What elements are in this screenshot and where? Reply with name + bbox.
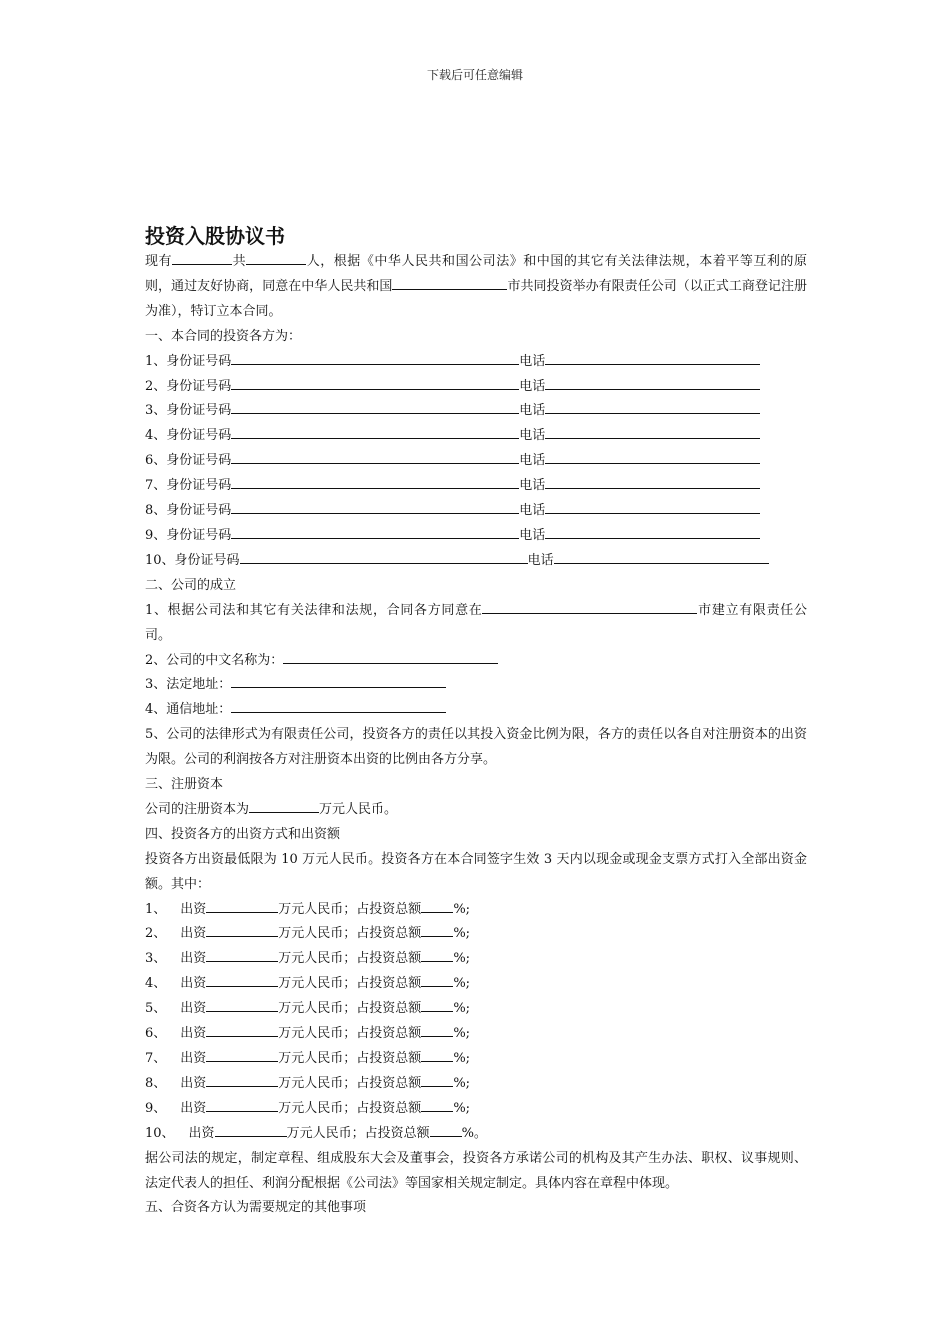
investor-row: 6、身份证号码 电话 [145, 449, 807, 474]
blank-count[interactable] [246, 250, 306, 265]
blank-phone[interactable] [545, 449, 760, 464]
contribution-row: 1、 出资 万元人民币；占投资总额 %; [145, 898, 807, 923]
blank-legal-address[interactable] [231, 673, 446, 688]
registered-capital: 公司的注册资本为 万元人民币。 [145, 798, 807, 823]
blank-id-number[interactable] [240, 549, 528, 564]
investor-row: 2、身份证号码 电话 [145, 375, 807, 400]
section2-item1: 1、根据公司法和其它有关法律和法规，合同各方同意在 市建立有限责任公司。 [145, 599, 807, 649]
contribution-row: 7、 出资 万元人民币；占投资总额 %; [145, 1047, 807, 1072]
blank-percent[interactable] [421, 1022, 453, 1037]
blank-amount[interactable] [206, 947, 278, 962]
blank-id-number[interactable] [231, 399, 519, 414]
blank-percent[interactable] [421, 972, 453, 987]
investor-row: 7、身份证号码 电话 [145, 474, 807, 499]
investor-row: 3、身份证号码 电话 [145, 399, 807, 424]
blank-amount[interactable] [215, 1122, 287, 1137]
blank-id-number[interactable] [231, 474, 519, 489]
intro-paragraph: 现有 共 人，根据《中华人民共和国公司法》和中国的其它有关法律法规，本着平等互利的原则，通过友好协商，同意在中华人民共和国 市共同投资举办有限责任公司（以正式工商登记注册为准），特订立本合同。 [145, 250, 807, 325]
section1-heading: 一、本合同的投资各方为： [145, 328, 302, 344]
section2-item4: 4、通信地址： [145, 698, 807, 723]
blank-id-number[interactable] [231, 375, 519, 390]
blank-percent[interactable] [421, 898, 453, 913]
section3-heading: 三、注册资本 [145, 777, 224, 793]
blank-percent[interactable] [430, 1122, 462, 1137]
blank-phone[interactable] [545, 350, 760, 365]
contribution-row: 3、 出资 万元人民币；占投资总额 %; [145, 947, 807, 972]
blank-percent[interactable] [421, 997, 453, 1012]
investor-row: 10、身份证号码 电话 [145, 549, 807, 574]
section2-item5: 5、公司的法律形式为有限责任公司，投资各方的责任以其投入资金比例为限，各方的责任以各自对注册资本的出资为限。公司的利润按各方对注册资本出资的比例由各方分享。 [145, 727, 807, 768]
blank-percent[interactable] [421, 1047, 453, 1062]
investor-list [145, 350, 807, 574]
blank-amount[interactable] [206, 1022, 278, 1037]
blank-amount[interactable] [206, 922, 278, 937]
blank-city[interactable] [392, 275, 507, 290]
blank-phone[interactable] [545, 474, 760, 489]
section4-paragraph: 投资各方出资最低限为 10 万元人民币。投资各方在本合同签字生效 3 天内以现金或现金支票方式打入全部出资金额。其中： [145, 851, 807, 892]
blank-amount[interactable] [206, 1047, 278, 1062]
blank-phone[interactable] [545, 399, 760, 414]
blank-id-number[interactable] [231, 424, 519, 439]
blank-percent[interactable] [421, 1097, 453, 1112]
investor-row: 9、身份证号码 电话 [145, 524, 807, 549]
contribution-row: 8、 出资 万元人民币；占投资总额 %; [145, 1072, 807, 1097]
blank-id-number[interactable] [231, 524, 519, 539]
blank-amount[interactable] [206, 1097, 278, 1112]
blank-id-number[interactable] [231, 449, 519, 464]
blank-percent[interactable] [421, 922, 453, 937]
blank-phone[interactable] [554, 549, 769, 564]
blank-phone[interactable] [545, 424, 760, 439]
blank-phone[interactable] [545, 524, 760, 539]
contribution-row: 5、 出资 万元人民币；占投资总额 %; [145, 997, 807, 1022]
contribution-row: 6、 出资 万元人民币；占投资总额 %; [145, 1022, 807, 1047]
blank-amount[interactable] [206, 972, 278, 987]
contribution-list [145, 898, 807, 1147]
section2-item2: 2、公司的中文名称为： [145, 649, 807, 674]
contribution-row: 4、 出资 万元人民币；占投资总额 %; [145, 972, 807, 997]
blank-registered-capital[interactable] [249, 798, 319, 813]
download-note: 下载后可任意编辑 [426, 68, 523, 82]
contribution-row: 9、 出资 万元人民币；占投资总额 %; [145, 1097, 807, 1122]
section4-closing: 据公司法的规定，制定章程、组成股东大会及董事会，投资各方承诺公司的机构及其产生办法、职权、议事规则、法定代表人的担任、利润分配根据《公司法》等国家相关规定制定。具体内容在章程中体现。 [145, 1150, 807, 1191]
agreement-document [145, 222, 807, 1221]
blank-id-number[interactable] [231, 350, 519, 365]
investor-row: 4、身份证号码 电话 [145, 424, 807, 449]
blank-id-number[interactable] [231, 499, 519, 514]
blank-amount[interactable] [206, 898, 278, 913]
blank-mail-address[interactable] [231, 698, 446, 713]
blank-amount[interactable] [206, 997, 278, 1012]
section2-item3: 3、法定地址： [145, 673, 807, 698]
blank-company-name[interactable] [283, 649, 498, 664]
section5-heading: 五、合资各方认为需要规定的其他事项 [145, 1200, 367, 1216]
contribution-row: 10、 出资 万元人民币；占投资总额 %。 [145, 1122, 807, 1147]
blank-percent[interactable] [421, 1072, 453, 1087]
blank-percent[interactable] [421, 947, 453, 962]
document-title: 投资入股协议书 [145, 224, 285, 248]
investor-row: 8、身份证号码 电话 [145, 499, 807, 524]
blank-phone[interactable] [545, 499, 760, 514]
blank-company-city[interactable] [482, 599, 697, 614]
section4-heading: 四、投资各方的出资方式和出资额 [145, 826, 341, 842]
blank-names[interactable] [172, 250, 232, 265]
contribution-row: 2、 出资 万元人民币；占投资总额 %; [145, 922, 807, 947]
section2-heading: 二、公司的成立 [145, 577, 237, 593]
blank-amount[interactable] [206, 1072, 278, 1087]
blank-phone[interactable] [545, 375, 760, 390]
investor-row: 1、身份证号码 电话 [145, 350, 807, 375]
